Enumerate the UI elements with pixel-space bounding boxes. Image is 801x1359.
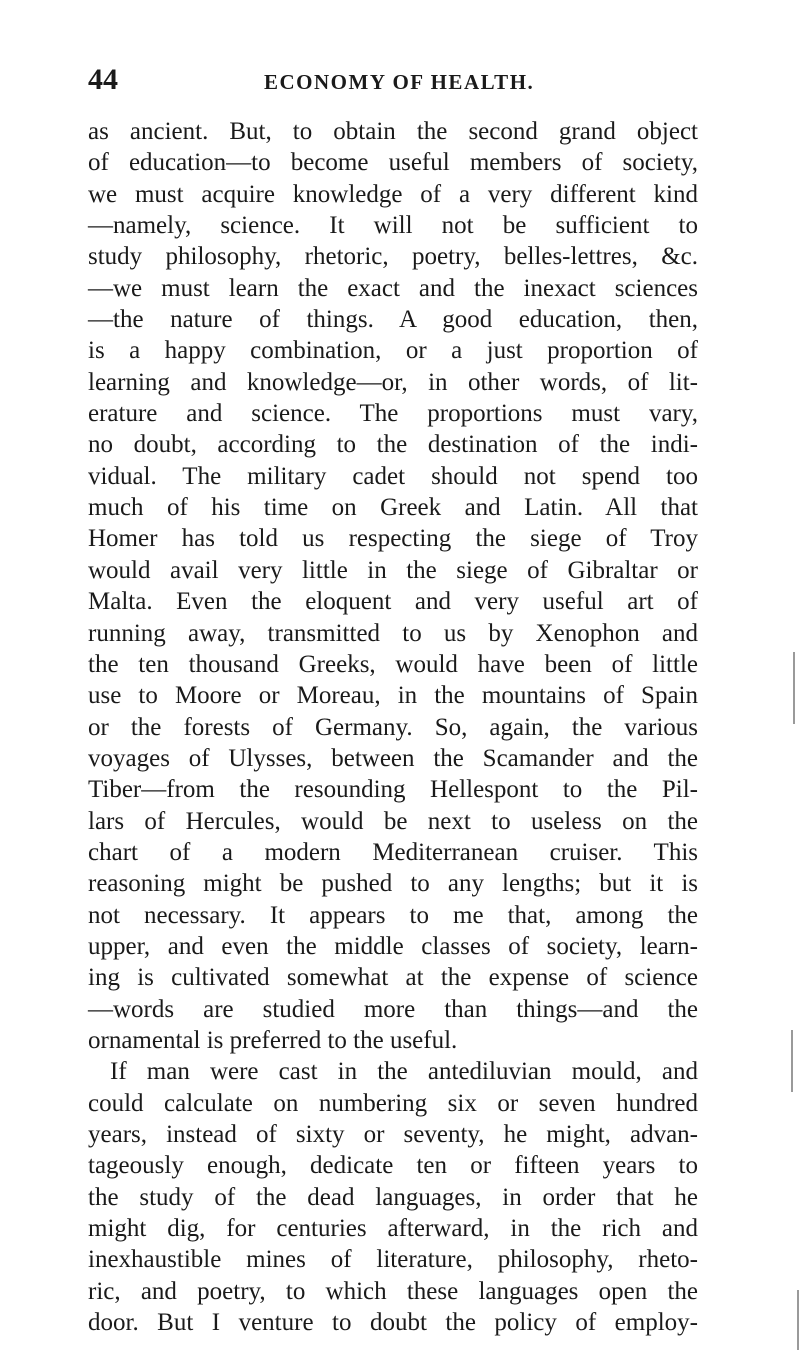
text-line: Tiber—from the resounding Hellespont to the Pil-	[88, 776, 698, 804]
text-line: chart of a modern Mediterranean cruiser. This	[88, 838, 698, 866]
text-line: If man were cast in the antediluvian mould, and	[110, 1058, 698, 1086]
text-line: upper, and even the middle classes of society, learn-	[88, 932, 698, 960]
text-line: inexhaustible mines of literature, philosophy, rheto-	[88, 1246, 698, 1274]
running-head: ECONOMY OF HEALTH.	[264, 70, 535, 94]
text-line: or the forests of Germany. So, again, the various	[88, 713, 698, 741]
body-text	[88, 116, 698, 1338]
text-line: we must acquire knowledge of a very different kind	[88, 180, 698, 208]
text-line: lars of Hercules, would be next to useless on the	[88, 807, 698, 835]
page-edge-mark	[793, 652, 795, 724]
text-line: is a happy combination, or a just proportion of	[88, 337, 698, 365]
text-line: the study of the dead languages, in order that he	[88, 1183, 698, 1211]
text-line: no doubt, according to the destination of the indi-	[88, 431, 698, 459]
text-line: —words are studied more than things—and the	[88, 995, 698, 1023]
text-line: not necessary. It appears to me that, among the	[88, 901, 698, 929]
text-line: as ancient. But, to obtain the second grand object	[88, 118, 698, 145]
text-line: —we must learn the exact and the inexact sciences	[88, 274, 698, 302]
text-line: Homer has told us respecting the siege of Troy	[88, 525, 698, 553]
text-line: the ten thousand Greeks, would have been of little	[88, 650, 698, 678]
text-line: use to Moore or Moreau, in the mountains of Spain	[88, 682, 698, 710]
text-line: study philosophy, rhetoric, poetry, belles-lettres, &c.	[88, 243, 698, 271]
text-line: much of his time on Greek and Latin. All that	[88, 494, 698, 522]
text-line: years, instead of sixty or seventy, he might, advan-	[88, 1121, 698, 1148]
text-line: Malta. Even the eloquent and very useful art of	[88, 588, 698, 616]
text-line: might dig, for centuries afterward, in the rich and	[88, 1215, 698, 1243]
page-number: 44	[88, 63, 118, 96]
text-line: —the nature of things. A good education, then,	[88, 306, 698, 334]
text-line: running away, transmitted to us by Xenophon and	[88, 619, 698, 647]
text-line: could calculate on numbering six or seven hundred	[88, 1089, 698, 1117]
text-line: —namely, science. It will not be sufficient to	[88, 212, 698, 240]
text-line: erature and science. The proportions must vary,	[88, 400, 698, 428]
text-line: ornamental is preferred to the useful.	[88, 1026, 458, 1054]
page-edge-mark	[791, 1030, 793, 1092]
text-line: vidual. The military cadet should not spend too	[88, 462, 698, 490]
text-line: ing is cultivated somewhat at the expense of science	[88, 964, 698, 992]
page-edge-mark	[797, 1290, 799, 1350]
text-line: tageously enough, dedicate ten or fifteen years to	[88, 1152, 698, 1180]
text-line: of education—to become useful members of society,	[88, 149, 698, 177]
text-line: door. But I venture to doubt the policy of employ-	[88, 1309, 698, 1337]
text-line: learning and knowledge—or, in other words, of lit-	[88, 368, 698, 396]
text-line: would avail very little in the siege of Gibraltar or	[88, 556, 698, 584]
text-line: voyages of Ulysses, between the Scamander and the	[88, 744, 698, 772]
text-line: ric, and poetry, to which these languages open the	[88, 1277, 698, 1305]
page-header	[88, 62, 698, 102]
text-line: reasoning might be pushed to any lengths; but it is	[88, 870, 698, 898]
